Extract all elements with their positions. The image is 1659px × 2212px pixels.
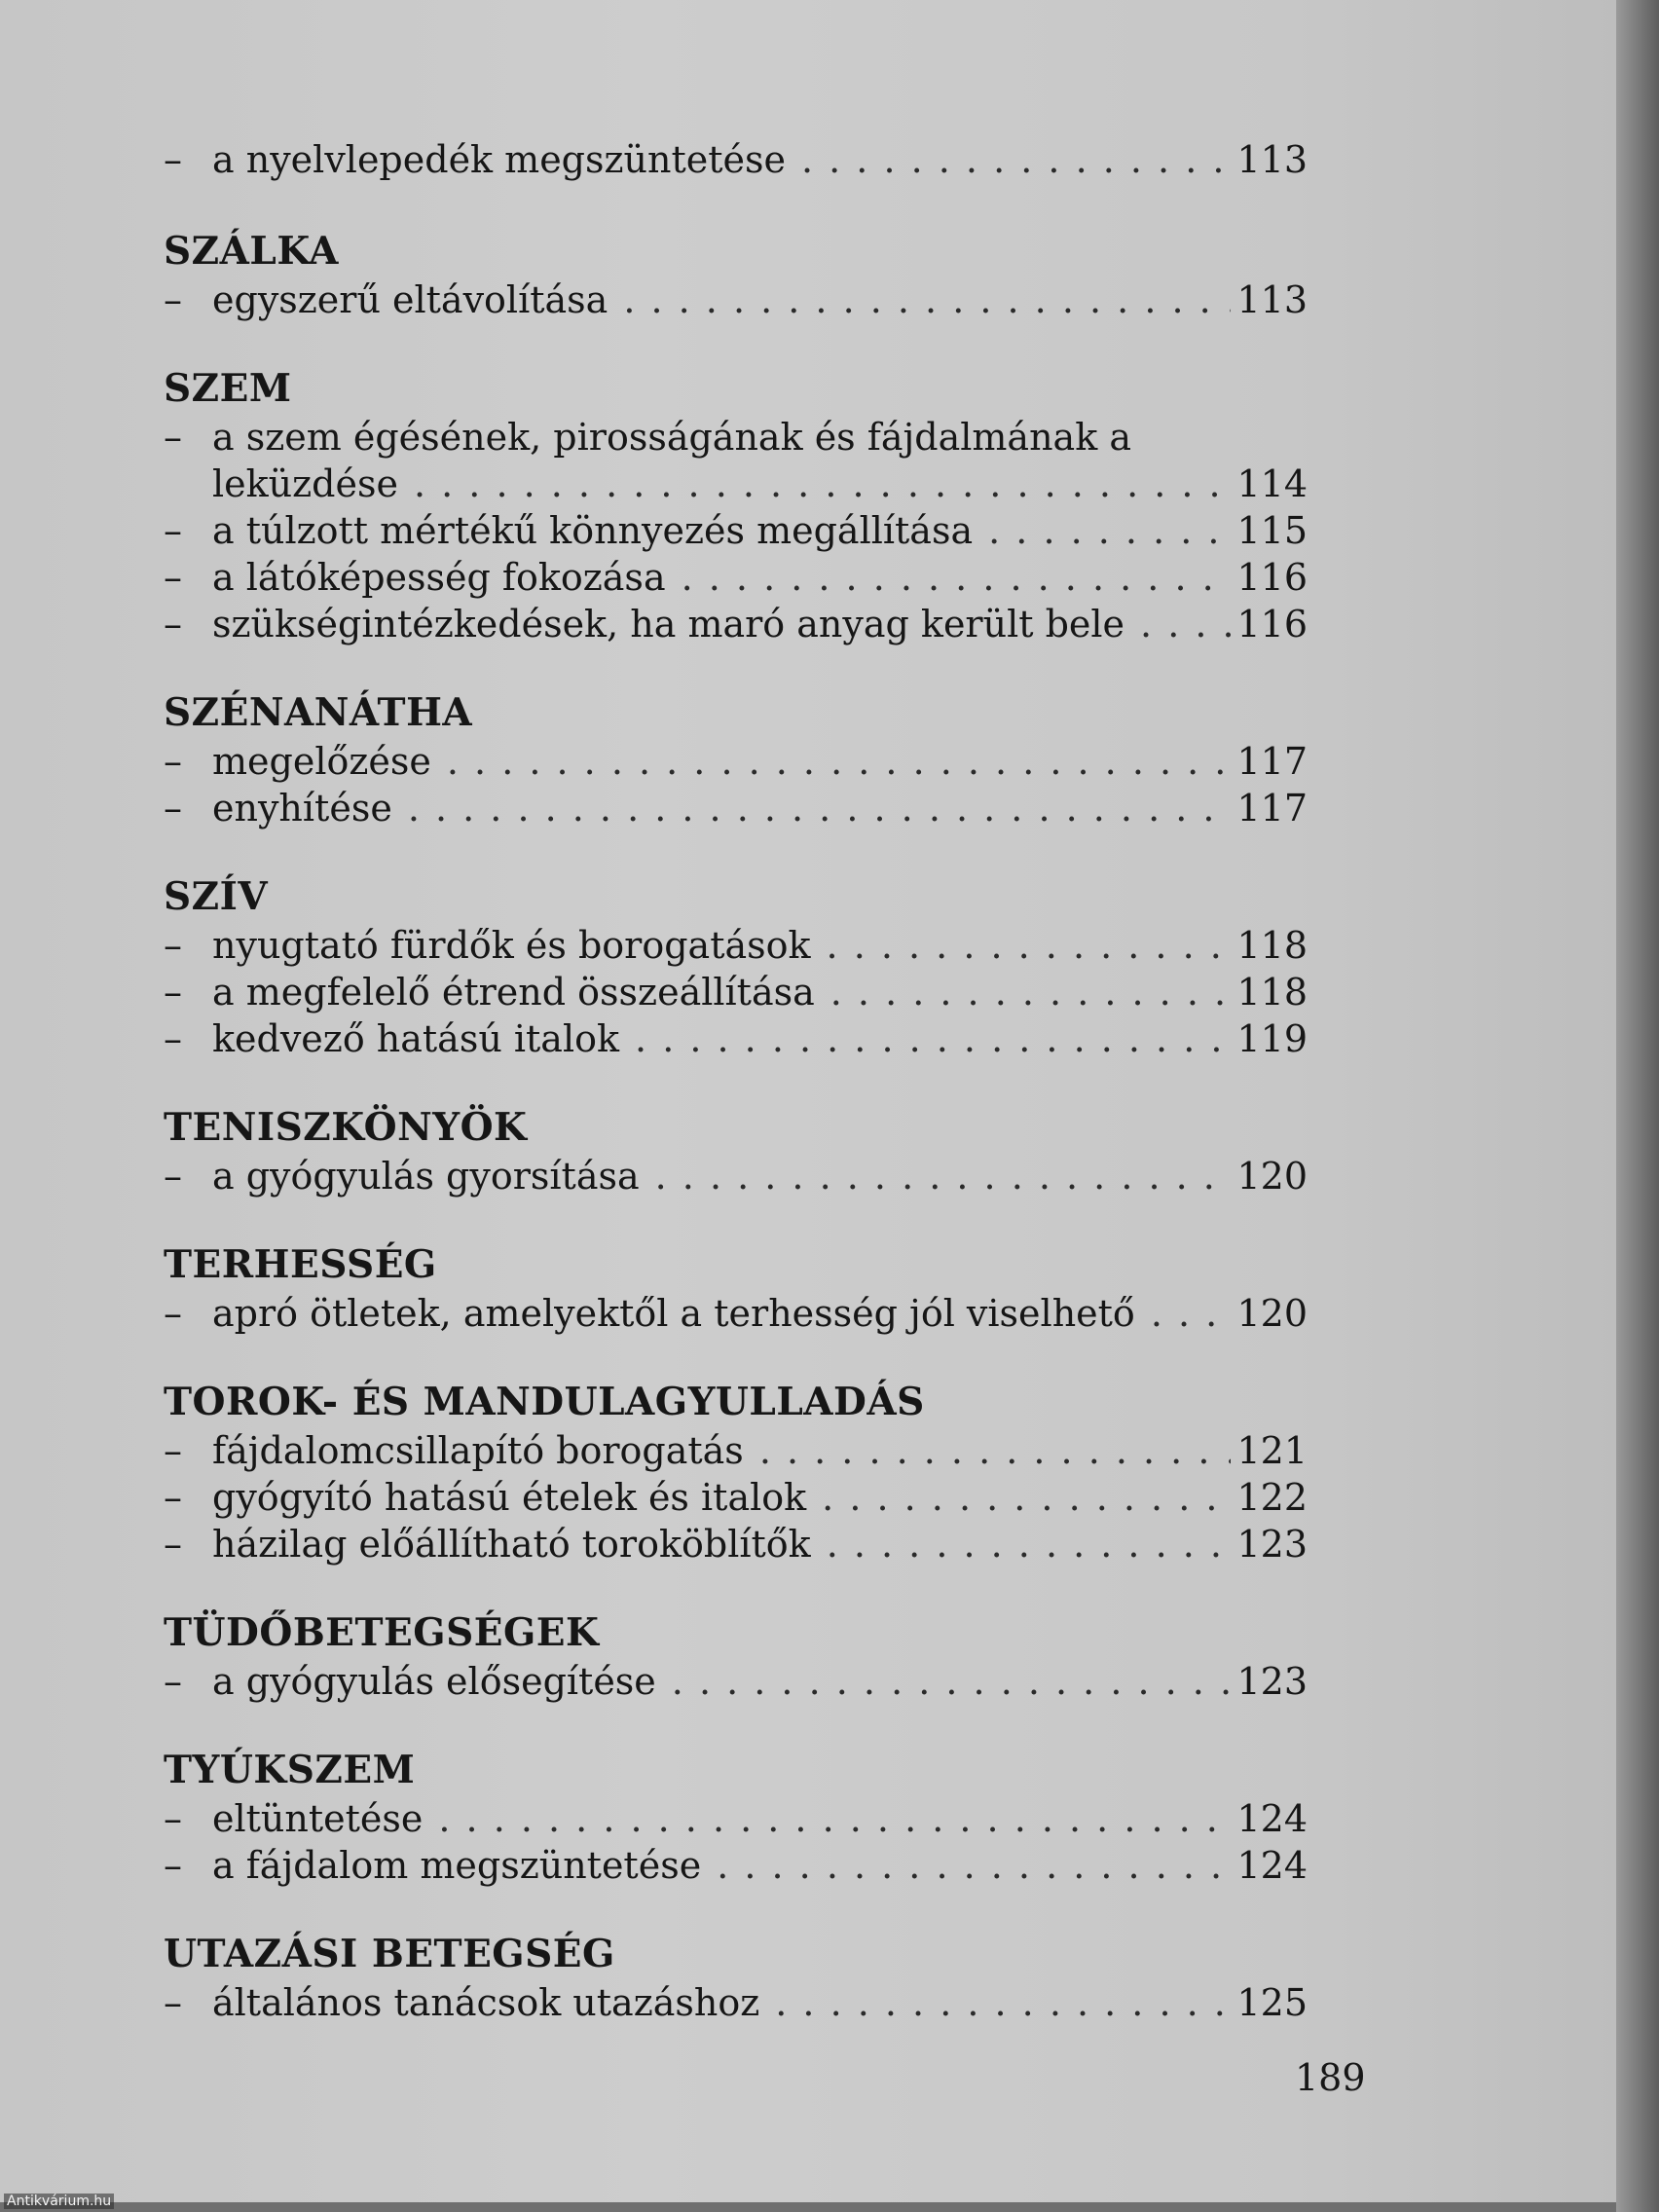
index-entry [164,1979,1308,2026]
entry-page-number: 113 [1236,278,1308,321]
entry-page-number: 124 [1236,1797,1308,1840]
index-entry [164,1474,1308,1521]
entry-dash: – [164,556,182,599]
index-entry [164,785,1308,831]
dot-leader [988,507,1231,554]
index-group [164,1929,1308,2026]
entry-label: általános tanácsok utazáshoz [212,1981,760,2024]
entry-page-number: 125 [1236,1981,1308,2024]
entry-dash: – [164,787,182,830]
index-group [164,1239,1308,1337]
index-heading: UTAZÁSI BETEGSÉG [164,1932,615,1976]
entry-dash: – [164,924,182,967]
entry-page-number: 119 [1236,1017,1308,1060]
entry-label: szükségintézkedések, ha maró anyag került bele [212,603,1125,645]
index-entry [164,1658,1308,1705]
entry-dash: – [164,1476,182,1519]
index-group [164,363,1308,647]
entry-page-number: 118 [1236,924,1308,967]
entry-page-number: 114 [1236,462,1308,505]
entry-label: nyugtató fürdők és borogatások [212,924,811,967]
dot-leader [682,554,1232,601]
entry-dash: – [164,278,182,321]
entry-page-number: 116 [1236,603,1308,645]
page-number: 189 [1295,2056,1366,2099]
dot-leader [822,1474,1231,1521]
entry-dash: – [164,740,182,783]
entry-dash: – [164,1523,182,1566]
entry-dash: – [164,1844,182,1887]
index-entry [164,276,1308,323]
entry-page-number: 113 [1236,138,1308,181]
index-group [164,226,1308,323]
entry-label: a szem égésének, pirosságának és fájdalmának a [212,416,1131,459]
entry-dash: – [164,1155,182,1198]
index-entry [164,738,1308,785]
entry-label: apró ötletek, amelyektől a terhesség jól viselhető [212,1292,1135,1335]
dot-leader [827,922,1232,969]
entry-page-number: 117 [1236,740,1308,783]
entry-label: enyhítése [212,787,392,830]
dot-leader [717,1842,1231,1889]
index-heading: TERHESSÉG [164,1242,437,1287]
entry-page-number: 120 [1236,1155,1308,1198]
entry-page-number: 120 [1236,1292,1308,1335]
dot-leader [655,1153,1232,1199]
entry-page-number: 115 [1236,509,1308,552]
entry-dash: – [164,1660,182,1703]
dot-leader [759,1427,1232,1474]
index-entry [164,1153,1308,1199]
index-list [164,136,1308,2066]
entry-label: gyógyító hatású ételek és italok [212,1476,807,1519]
entry-page-number: 124 [1236,1844,1308,1887]
entry-dash: – [164,416,182,459]
entry-label: a fájdalom megszüntetése [212,1844,702,1887]
entry-dash: – [164,603,182,645]
entry-dash: – [164,1981,182,2024]
entry-dash: – [164,1429,182,1472]
index-entry [164,1015,1308,1062]
entry-label: a túlzott mértékű könnyezés megállítása [212,509,974,552]
index-heading: TÜDŐBETEGSÉGEK [164,1610,600,1655]
index-group [164,1377,1308,1567]
dot-leader [775,1979,1231,2026]
index-group [164,1102,1308,1199]
entry-dash: – [164,138,182,181]
entry-dash: – [164,509,182,552]
page-edge-shadow [1616,0,1659,2212]
index-entry [164,554,1308,601]
dot-leader [623,276,1231,323]
entry-page-number: 117 [1236,787,1308,830]
entry-dash: – [164,1017,182,1060]
entry-label: házilag előállítható toroköblítők [212,1523,811,1566]
index-entry [164,461,1308,507]
entry-page-number: 116 [1236,556,1308,599]
index-group [164,871,1308,1062]
entry-label: leküzdése [212,462,398,505]
entry-dash: – [164,971,182,1014]
index-entry [164,1795,1308,1842]
entry-label: kedvező hatású italok [212,1017,620,1060]
dot-leader [408,785,1232,831]
entry-page-number: 122 [1236,1476,1308,1519]
index-entry [164,507,1308,554]
dot-leader [672,1658,1232,1705]
index-entry [164,1842,1308,1889]
index-entry [164,1427,1308,1474]
entry-dash: – [164,1292,182,1335]
index-entry [164,601,1308,647]
entry-label: a látóképesség fokozása [212,556,666,599]
index-entry [164,969,1308,1015]
dot-leader [830,969,1232,1015]
entry-page-number: 118 [1236,971,1308,1014]
index-entry [164,136,1308,183]
entry-label: a nyelvlepedék megszüntetése [212,138,786,181]
dot-leader [1151,1290,1232,1337]
index-heading: TOROK- ÉS MANDULAGYULLADÁS [164,1380,925,1424]
index-entry [164,922,1308,969]
index-heading: SZÉNANÁTHA [164,690,473,735]
index-heading: TENISZKÖNYÖK [164,1105,528,1150]
entry-page-number: 121 [1236,1429,1308,1472]
entry-dash: – [164,1797,182,1840]
dot-leader [635,1015,1231,1062]
index-group [164,1745,1308,1889]
index-entry [164,1290,1308,1337]
index-heading: TYÚKSZEM [164,1748,416,1792]
entry-label: megelőzése [212,740,431,783]
entry-label: a megfelelő étrend összeállítása [212,971,815,1014]
watermark: Antikvárium.hu [4,2194,114,2209]
dot-leader [827,1521,1232,1567]
index-entry-line [164,414,1308,461]
dot-leader [801,136,1231,183]
entry-label: egyszerű eltávolítása [212,278,608,321]
index-group [164,1607,1308,1705]
index-heading: SZÍV [164,874,269,919]
entry-label: a gyógyulás elősegítése [212,1660,656,1703]
dot-leader [414,461,1232,507]
entry-label: a gyógyulás gyorsítása [212,1155,640,1198]
index-entry [164,1521,1308,1567]
entry-page-number: 123 [1236,1523,1308,1566]
index-group [164,136,1308,183]
dot-leader [438,1795,1231,1842]
dot-leader [447,738,1232,785]
index-heading: SZEM [164,366,292,411]
dot-leader [1140,601,1231,647]
entry-label: eltüntetése [212,1797,424,1840]
index-heading: SZÁLKA [164,229,339,274]
entry-label: fájdalomcsillapító borogatás [212,1429,744,1472]
entry-page-number: 123 [1236,1660,1308,1703]
index-group [164,687,1308,831]
